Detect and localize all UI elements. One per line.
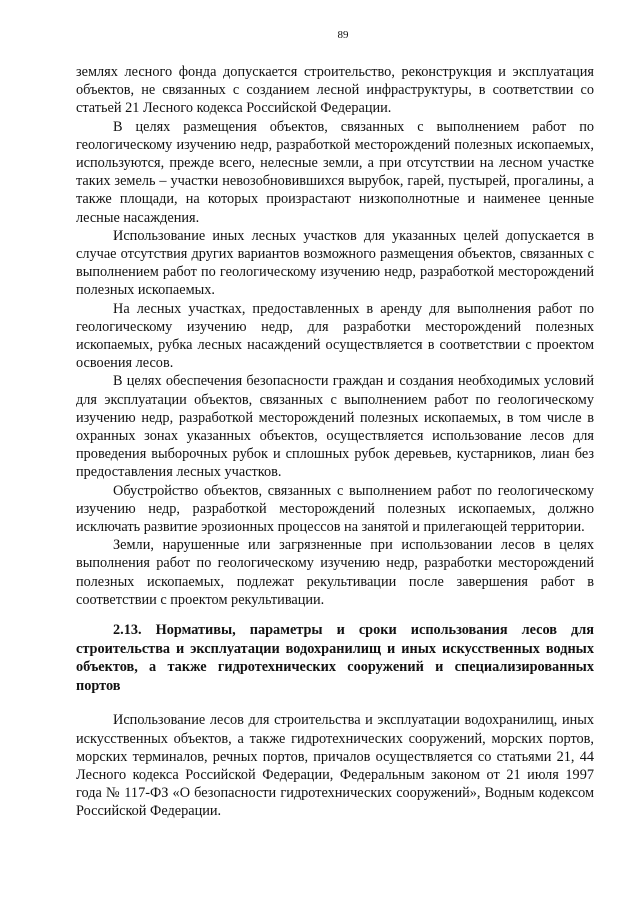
paragraph-safety: В целях обеспечения безопасности граждан и создания необходимых условий для эксплуатации объектов, связанных с выполнением работ по геологическому изучению недр, разработкой месторождений полезных ископаемых, в том числе в охранных зонах указанных объектов, осуществляется использование лесов для проведения выборочных рубок и сплошных рубок деревьев, кустарников, лиан без предоставления лесных участков. xyxy=(76,373,594,481)
paragraph-arrangement: Обустройство объектов, связанных с выполнением работ по геологическому изучению недр, разработкой месторождений полезных ископаемых, должно исключать развитие эрозионных процессов на занятой и прилегающей территории. xyxy=(76,482,594,536)
document-page xyxy=(76,28,594,821)
paragraph-reservoirs: Использование лесов для строительства и эксплуатации водохранилищ, иных искусственных объектов, а также гидротехнических сооружений, морских портов, морских терминалов, речных портов, причалов осуществляется со статьями 21, 44 Лесного кодекса Российской Федерации, Федеральным законом от 21 июля 1997 года № 117-ФЗ «О безопасности гидротехнических сооружений», Водным кодексом Российской Федерации. xyxy=(76,712,594,820)
paragraph-reclamation: Земли, нарушенные или загрязненные при использовании лесов в целях выполнения работ по геологическому изучению недр, разработки месторождений полезных ископаемых, подлежат рекультивации после завершения работ в соответствии с проектом рекультивации. xyxy=(76,537,594,608)
paragraph-continuation: землях лесного фонда допускается строительство, реконструкция и эксплуатация объектов, не связанных с созданием лесной инфраструктуры, в соответствии со статьей 21 Лесного кодекса Российской Федерации. xyxy=(76,64,594,117)
paragraph-leased-plots: На лесных участках, предоставленных в аренду для выполнения работ по геологическому изучению недр, для разработки месторождений полезных ископаемых, рубка лесных насаждений осуществляется в соответствии с проектом освоения лесов. xyxy=(76,300,594,372)
page-number: 89 xyxy=(337,29,349,41)
paragraph-other-plots: Использование иных лесных участков для указанных целей допускается в случае отсутствия других вариантов возможного размещения объектов, связанных с выполнением работ по геологическому изучению недр, разработкой месторождений полезных ископаемых. xyxy=(76,227,594,299)
paragraph-placement-priority: В целях размещения объектов, связанных с выполнением работ по геологическому изучению недр, разработкой месторождений полезных ископаемых, используются, прежде всего, нелесные земли, а при отсутствии на лесном участке таких земель – участки невозобновившихся вырубок, гарей, пустырей, прогалины, а также площади, на которых произрастают низкополнотные и наименее ценные лесные насаждения. xyxy=(76,118,594,226)
section-heading: 2.13. Нормативы, параметры и сроки использования лесов для строительства и эксплуатации водохранилищ и иных искусственных водных объектов, а также гидротехнических сооружений и специализированных портов xyxy=(76,622,594,694)
